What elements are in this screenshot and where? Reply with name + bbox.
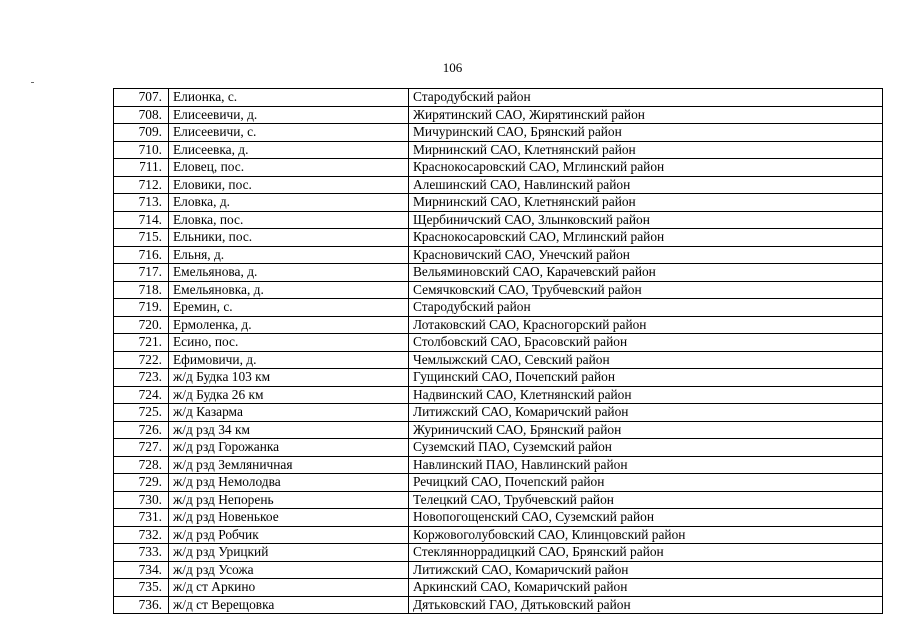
district-name: Жирятинский САО, Жирятинский район xyxy=(409,106,883,124)
row-number: 735. xyxy=(114,579,169,597)
settlement-name: Елисеевичи, д. xyxy=(169,106,409,124)
table-row xyxy=(114,176,883,194)
settlement-name: Елисеевичи, с. xyxy=(169,124,409,142)
table-row xyxy=(114,544,883,562)
settlement-name: ж/д ст Верещовка xyxy=(169,596,409,614)
table-row xyxy=(114,439,883,457)
settlement-name: Еловики, пос. xyxy=(169,176,409,194)
row-number: 733. xyxy=(114,544,169,562)
district-name: Суземский ПАО, Суземский район xyxy=(409,439,883,457)
district-name: Новопогощенский САО, Суземский район xyxy=(409,509,883,527)
settlement-name: ж/д рзд Робчик xyxy=(169,526,409,544)
table-row xyxy=(114,351,883,369)
district-name: Гущинский САО, Почепский район xyxy=(409,369,883,387)
row-number: 725. xyxy=(114,404,169,422)
row-number: 736. xyxy=(114,596,169,614)
row-number: 715. xyxy=(114,229,169,247)
settlement-name: ж/д рзд Новенькое xyxy=(169,509,409,527)
table-row xyxy=(114,596,883,614)
settlement-name: Емельяновка, д. xyxy=(169,281,409,299)
row-number: 722. xyxy=(114,351,169,369)
settlement-name: ж/д рзд Непорень xyxy=(169,491,409,509)
row-number: 732. xyxy=(114,526,169,544)
row-number: 716. xyxy=(114,246,169,264)
row-number: 708. xyxy=(114,106,169,124)
settlement-name: Елисеевка, д. xyxy=(169,141,409,159)
settlement-name: ж/д рзд Горожанка xyxy=(169,439,409,457)
district-name: Журиничский САО, Брянский район xyxy=(409,421,883,439)
district-name: Краснокосаровский САО, Мглинский район xyxy=(409,229,883,247)
table-row xyxy=(114,404,883,422)
row-number: 718. xyxy=(114,281,169,299)
table-row xyxy=(114,491,883,509)
district-name: Красновичский САО, Унечский район xyxy=(409,246,883,264)
district-name: Мичуринский САО, Брянский район xyxy=(409,124,883,142)
row-number: 720. xyxy=(114,316,169,334)
table-row xyxy=(114,316,883,334)
table-row xyxy=(114,106,883,124)
settlement-name: Емельянова, д. xyxy=(169,264,409,282)
table-row xyxy=(114,124,883,142)
settlement-name: Еловка, д. xyxy=(169,194,409,212)
district-name: Речицкий САО, Почепский район xyxy=(409,474,883,492)
table-row xyxy=(114,281,883,299)
settlement-name: ж/д рзд 34 км xyxy=(169,421,409,439)
row-number: 707. xyxy=(114,89,169,107)
settlement-name: Ельники, пос. xyxy=(169,229,409,247)
settlement-name: ж/д рзд Урицкий xyxy=(169,544,409,562)
row-number: 727. xyxy=(114,439,169,457)
district-name: Литижский САО, Комаричский район xyxy=(409,404,883,422)
district-name: Чемлыжский САО, Севский район xyxy=(409,351,883,369)
settlement-name: ж/д рзд Усожа xyxy=(169,561,409,579)
settlement-name: Еремин, с. xyxy=(169,299,409,317)
row-number: 729. xyxy=(114,474,169,492)
page-number: 106 xyxy=(442,60,463,75)
district-name: Стеклянноррадицкий САО, Брянский район xyxy=(409,544,883,562)
district-name: Краснокосаровский САО, Мглинский район xyxy=(409,159,883,177)
district-name: Коржовоголубовский САО, Клинцовский район xyxy=(409,526,883,544)
table-row xyxy=(114,334,883,352)
row-number: 714. xyxy=(114,211,169,229)
table-row xyxy=(114,474,883,492)
district-name: Семячковский САО, Трубчевский район xyxy=(409,281,883,299)
district-name: Литижский САО, Комаричский район xyxy=(409,561,883,579)
table-row xyxy=(114,386,883,404)
table-row xyxy=(114,246,883,264)
table-row xyxy=(114,159,883,177)
district-name: Мирнинский САО, Клетнянский район xyxy=(409,141,883,159)
table-row xyxy=(114,579,883,597)
settlement-name: Ефимовичи, д. xyxy=(169,351,409,369)
district-name: Мирнинский САО, Клетнянский район xyxy=(409,194,883,212)
row-number: 719. xyxy=(114,299,169,317)
district-name: Телецкий САО, Трубчевский район xyxy=(409,491,883,509)
district-name: Стародубский район xyxy=(409,299,883,317)
row-number: 734. xyxy=(114,561,169,579)
scan-mark xyxy=(31,82,34,83)
district-name: Вельяминовский САО, Карачевский район xyxy=(409,264,883,282)
settlement-name: Еловец, пос. xyxy=(169,159,409,177)
table-row xyxy=(114,141,883,159)
district-name: Дятьковский ГАО, Дятьковский район xyxy=(409,596,883,614)
settlement-name: ж/д Казарма xyxy=(169,404,409,422)
district-name: Алешинский САО, Навлинский район xyxy=(409,176,883,194)
district-name: Аркинский САО, Комаричский район xyxy=(409,579,883,597)
row-number: 709. xyxy=(114,124,169,142)
table-row xyxy=(114,526,883,544)
district-name: Столбовский САО, Брасовский район xyxy=(409,334,883,352)
row-number: 728. xyxy=(114,456,169,474)
settlement-name: Елионка, с. xyxy=(169,89,409,107)
district-name: Лотаковский САО, Красногорский район xyxy=(409,316,883,334)
row-number: 730. xyxy=(114,491,169,509)
table-row xyxy=(114,421,883,439)
settlement-name: ж/д рзд Немолодва xyxy=(169,474,409,492)
row-number: 711. xyxy=(114,159,169,177)
row-number: 731. xyxy=(114,509,169,527)
table-row xyxy=(114,229,883,247)
table-row xyxy=(114,369,883,387)
table-row xyxy=(114,561,883,579)
row-number: 717. xyxy=(114,264,169,282)
settlement-name: ж/д Будка 103 км xyxy=(169,369,409,387)
district-name: Навлинский ПАО, Навлинский район xyxy=(409,456,883,474)
table-row xyxy=(114,194,883,212)
district-name: Щербиничский САО, Злынковский район xyxy=(409,211,883,229)
settlement-name: Ермоленка, д. xyxy=(169,316,409,334)
settlement-name: ж/д рзд Земляничная xyxy=(169,456,409,474)
settlement-name: Есино, пос. xyxy=(169,334,409,352)
table-row xyxy=(114,264,883,282)
settlement-name: ж/д ст Аркино xyxy=(169,579,409,597)
row-number: 721. xyxy=(114,334,169,352)
table-row xyxy=(114,89,883,107)
district-name: Стародубский район xyxy=(409,89,883,107)
table-row xyxy=(114,299,883,317)
table-row xyxy=(114,211,883,229)
row-number: 726. xyxy=(114,421,169,439)
row-number: 712. xyxy=(114,176,169,194)
settlement-name: Ельня, д. xyxy=(169,246,409,264)
district-name: Надвинский САО, Клетнянский район xyxy=(409,386,883,404)
settlements-table xyxy=(113,88,883,614)
settlement-name: ж/д Будка 26 км xyxy=(169,386,409,404)
table-row xyxy=(114,456,883,474)
row-number: 723. xyxy=(114,369,169,387)
row-number: 713. xyxy=(114,194,169,212)
settlement-name: Еловка, пос. xyxy=(169,211,409,229)
row-number: 724. xyxy=(114,386,169,404)
table-body xyxy=(114,89,883,614)
row-number: 710. xyxy=(114,141,169,159)
table-row xyxy=(114,509,883,527)
